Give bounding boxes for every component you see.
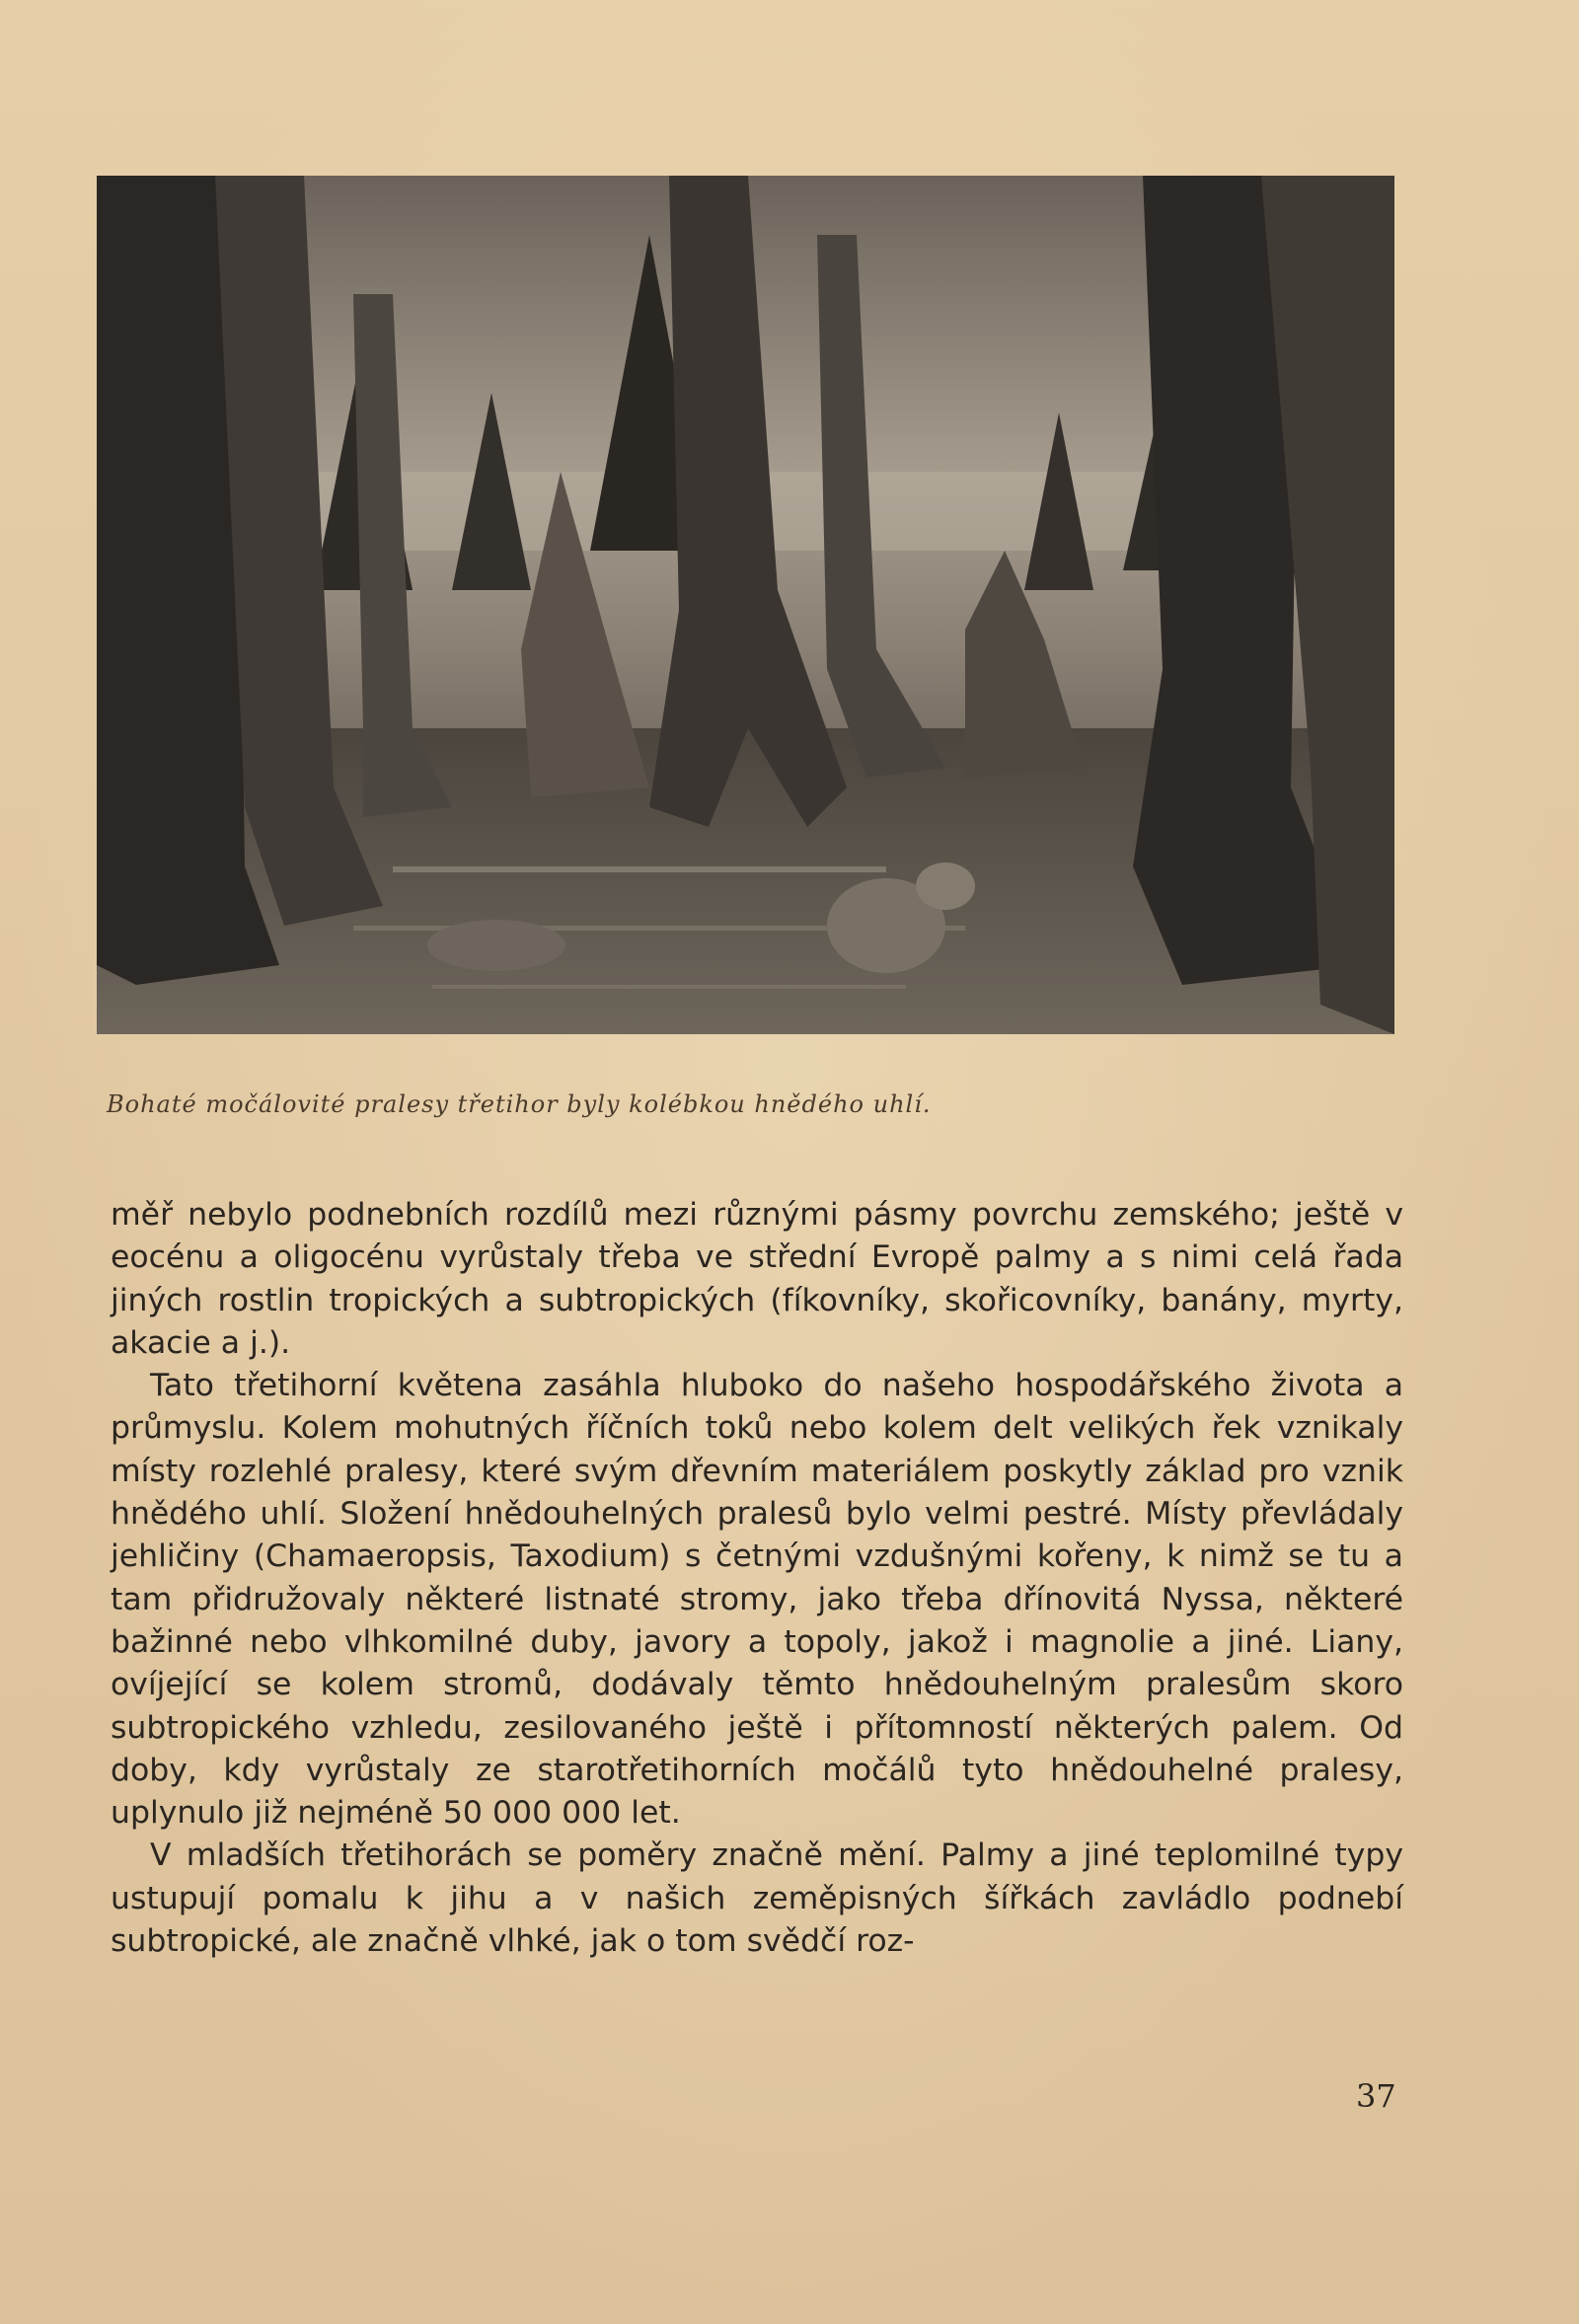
paragraph: V mladších třetihorách se poměry značně mění. Palmy a jiné teplomilné typy ustupují pomalu k jihu a v našich zeměpisných šířkách zavládlo podnebí subtropické, ale značně vlhké, jak o tom svědčí roz- xyxy=(111,1837,1403,1960)
swamp-forest-illustration xyxy=(97,176,1394,1034)
paragraph: měř nebylo podnebních rozdílů mezi různými pásmy povrchu zemského; ještě v eocénu a oligocénu vyrůstaly třeba ve střední Evropě palmy a s nimi celá řada jiných rostlin tropických a subtropických (fíkovníky, skořicovníky, banány, myrty, akacie a j.). xyxy=(111,1197,1403,1361)
article-body xyxy=(111,1194,1403,1963)
swamp-forest-picture xyxy=(97,176,1394,1034)
page-number: 37 xyxy=(1356,2077,1396,2115)
figure-caption: Bohaté močálovité pralesy třetihor byly kolébkou hnědého uhlí. xyxy=(107,1090,932,1118)
paragraph: Tato třetihorní květena zasáhla hluboko do našeho hospodářského života a průmyslu. Kolem mohutných říčních toků nebo kolem delt velikých řek vznikaly místy rozlehlé pralesy, které svým dřevním materiálem poskytly základ pro vznik hnědého uhlí. Složení hnědouhelných pralesů bylo velmi pestré. Místy převládaly jehličiny (Chamaeropsis, Taxodium) s četnými vzdušnými kořeny, k nimž se tu a tam přidružovaly některé listnaté stromy, jako třeba dřínovitá Nyssa, některé bažinné nebo vlhkomilné duby, javory a topoly, jakož i magnolie a jiné. Liany, ovíjející se kolem stromů, dodávaly těmto hnědouhelným pralesům skoro subtropického vzhledu, zesilovaného ještě i přítomností některých palem. Od doby, kdy vyrůstaly ze starotřetihorních močálů tyto hnědouhelné pralesy, uplynulo již nejméně 50 000 000 let. xyxy=(111,1368,1403,1832)
